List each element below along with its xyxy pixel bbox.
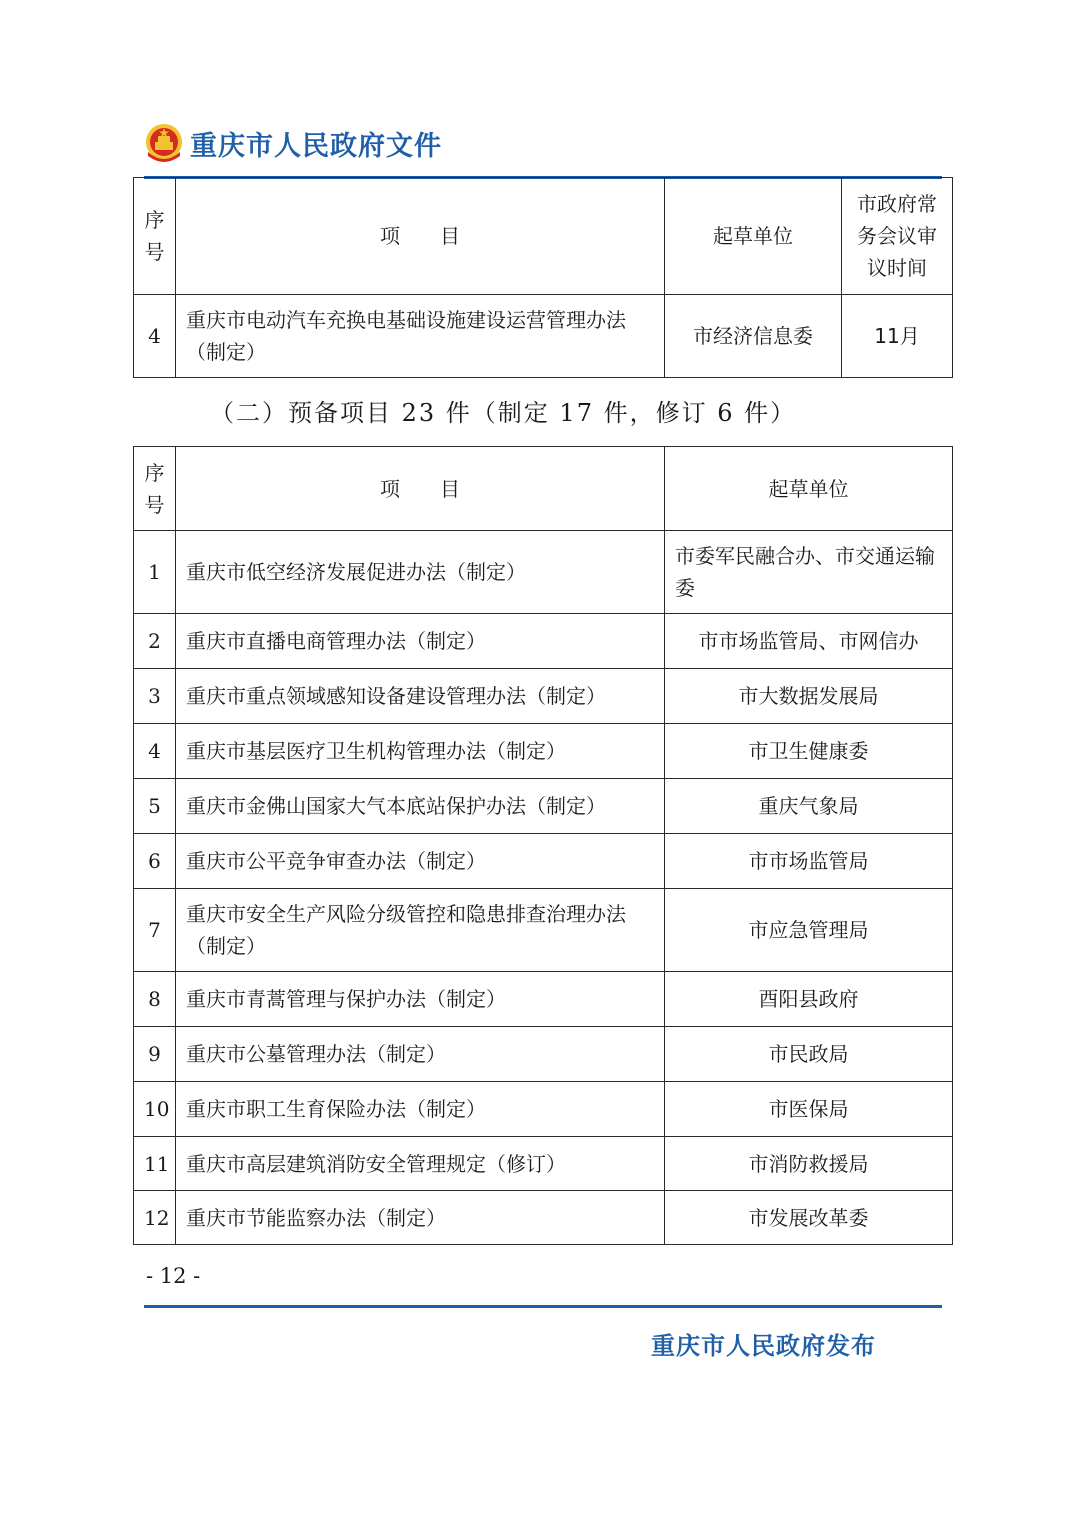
row-project: 重庆市高层建筑消防安全管理规定（修订） [176, 1137, 665, 1191]
row-unit: 市消防救援局 [665, 1137, 953, 1191]
row-unit: 市经济信息委 [665, 295, 842, 378]
table-row [134, 779, 953, 834]
row-review-time: 11月 [842, 295, 953, 378]
row-seq: 3 [134, 669, 176, 724]
row-project: 重庆市安全生产风险分级管控和隐患排查治理办法（制定） [176, 889, 665, 972]
row-seq: 4 [134, 724, 176, 779]
project-table-2 [133, 446, 953, 1245]
row-seq: 9 [134, 1027, 176, 1082]
row-seq: 6 [134, 834, 176, 889]
footer-title: 重庆市人民政府发布 [651, 1331, 876, 1360]
row-unit: 市委军民融合办、市交通运输委 [665, 531, 953, 614]
table-row [134, 295, 953, 378]
table-header-row [134, 178, 953, 295]
row-unit: 酉阳县政府 [665, 972, 953, 1027]
row-seq: 5 [134, 779, 176, 834]
row-unit: 市民政局 [665, 1027, 953, 1082]
row-seq: 12 [134, 1191, 176, 1245]
row-unit: 市大数据发展局 [665, 669, 953, 724]
header-unit: 起草单位 [665, 447, 953, 531]
row-seq: 2 [134, 614, 176, 669]
header-seq: 序号 [134, 178, 176, 295]
table-row [134, 531, 953, 614]
row-unit: 市市场监管局、市网信办 [665, 614, 953, 669]
row-seq: 8 [134, 972, 176, 1027]
row-seq: 11 [134, 1137, 176, 1191]
table-row [134, 669, 953, 724]
section-title: （二）预备项目 23 件（制定 17 件，修订 6 件） [210, 399, 797, 427]
row-project: 重庆市公平竞争审查办法（制定） [176, 834, 665, 889]
row-project: 重庆市青蒿管理与保护办法（制定） [176, 972, 665, 1027]
project-table-1 [133, 177, 953, 378]
row-unit: 重庆气象局 [665, 779, 953, 834]
row-project: 重庆市重点领域感知设备建设管理办法（制定） [176, 669, 665, 724]
page-number: - 12 - [146, 1264, 201, 1288]
footer-divider [144, 1305, 942, 1308]
row-unit: 市卫生健康委 [665, 724, 953, 779]
table-row [134, 1137, 953, 1191]
row-seq: 4 [134, 295, 176, 378]
row-project: 重庆市低空经济发展促进办法（制定） [176, 531, 665, 614]
national-emblem-icon [144, 122, 184, 164]
row-unit: 市发展改革委 [665, 1191, 953, 1245]
header-title: 重庆市人民政府文件 [190, 130, 442, 162]
row-project: 重庆市节能监察办法（制定） [176, 1191, 665, 1245]
header-unit: 起草单位 [665, 178, 842, 295]
row-project: 重庆市电动汽车充换电基础设施建设运营管理办法（制定） [176, 295, 665, 378]
table-row [134, 972, 953, 1027]
row-project: 重庆市基层医疗卫生机构管理办法（制定） [176, 724, 665, 779]
table-header-row [134, 447, 953, 531]
table-row [134, 834, 953, 889]
row-unit: 市应急管理局 [665, 889, 953, 972]
row-seq: 10 [134, 1082, 176, 1137]
row-project: 重庆市职工生育保险办法（制定） [176, 1082, 665, 1137]
header-seq: 序号 [134, 447, 176, 531]
header-project: 项 目 [176, 178, 665, 295]
row-unit: 市市场监管局 [665, 834, 953, 889]
row-unit: 市医保局 [665, 1082, 953, 1137]
table-row [134, 889, 953, 972]
table-row [134, 1191, 953, 1245]
row-seq: 1 [134, 531, 176, 614]
header-review-time: 市政府常务会议审议时间 [842, 178, 953, 295]
row-seq: 7 [134, 889, 176, 972]
table-row [134, 1082, 953, 1137]
table-row [134, 724, 953, 779]
row-project: 重庆市金佛山国家大气本底站保护办法（制定） [176, 779, 665, 834]
table-row [134, 614, 953, 669]
header-project: 项 目 [176, 447, 665, 531]
row-project: 重庆市公墓管理办法（制定） [176, 1027, 665, 1082]
table-row [134, 1027, 953, 1082]
document-header [144, 122, 442, 164]
row-project: 重庆市直播电商管理办法（制定） [176, 614, 665, 669]
